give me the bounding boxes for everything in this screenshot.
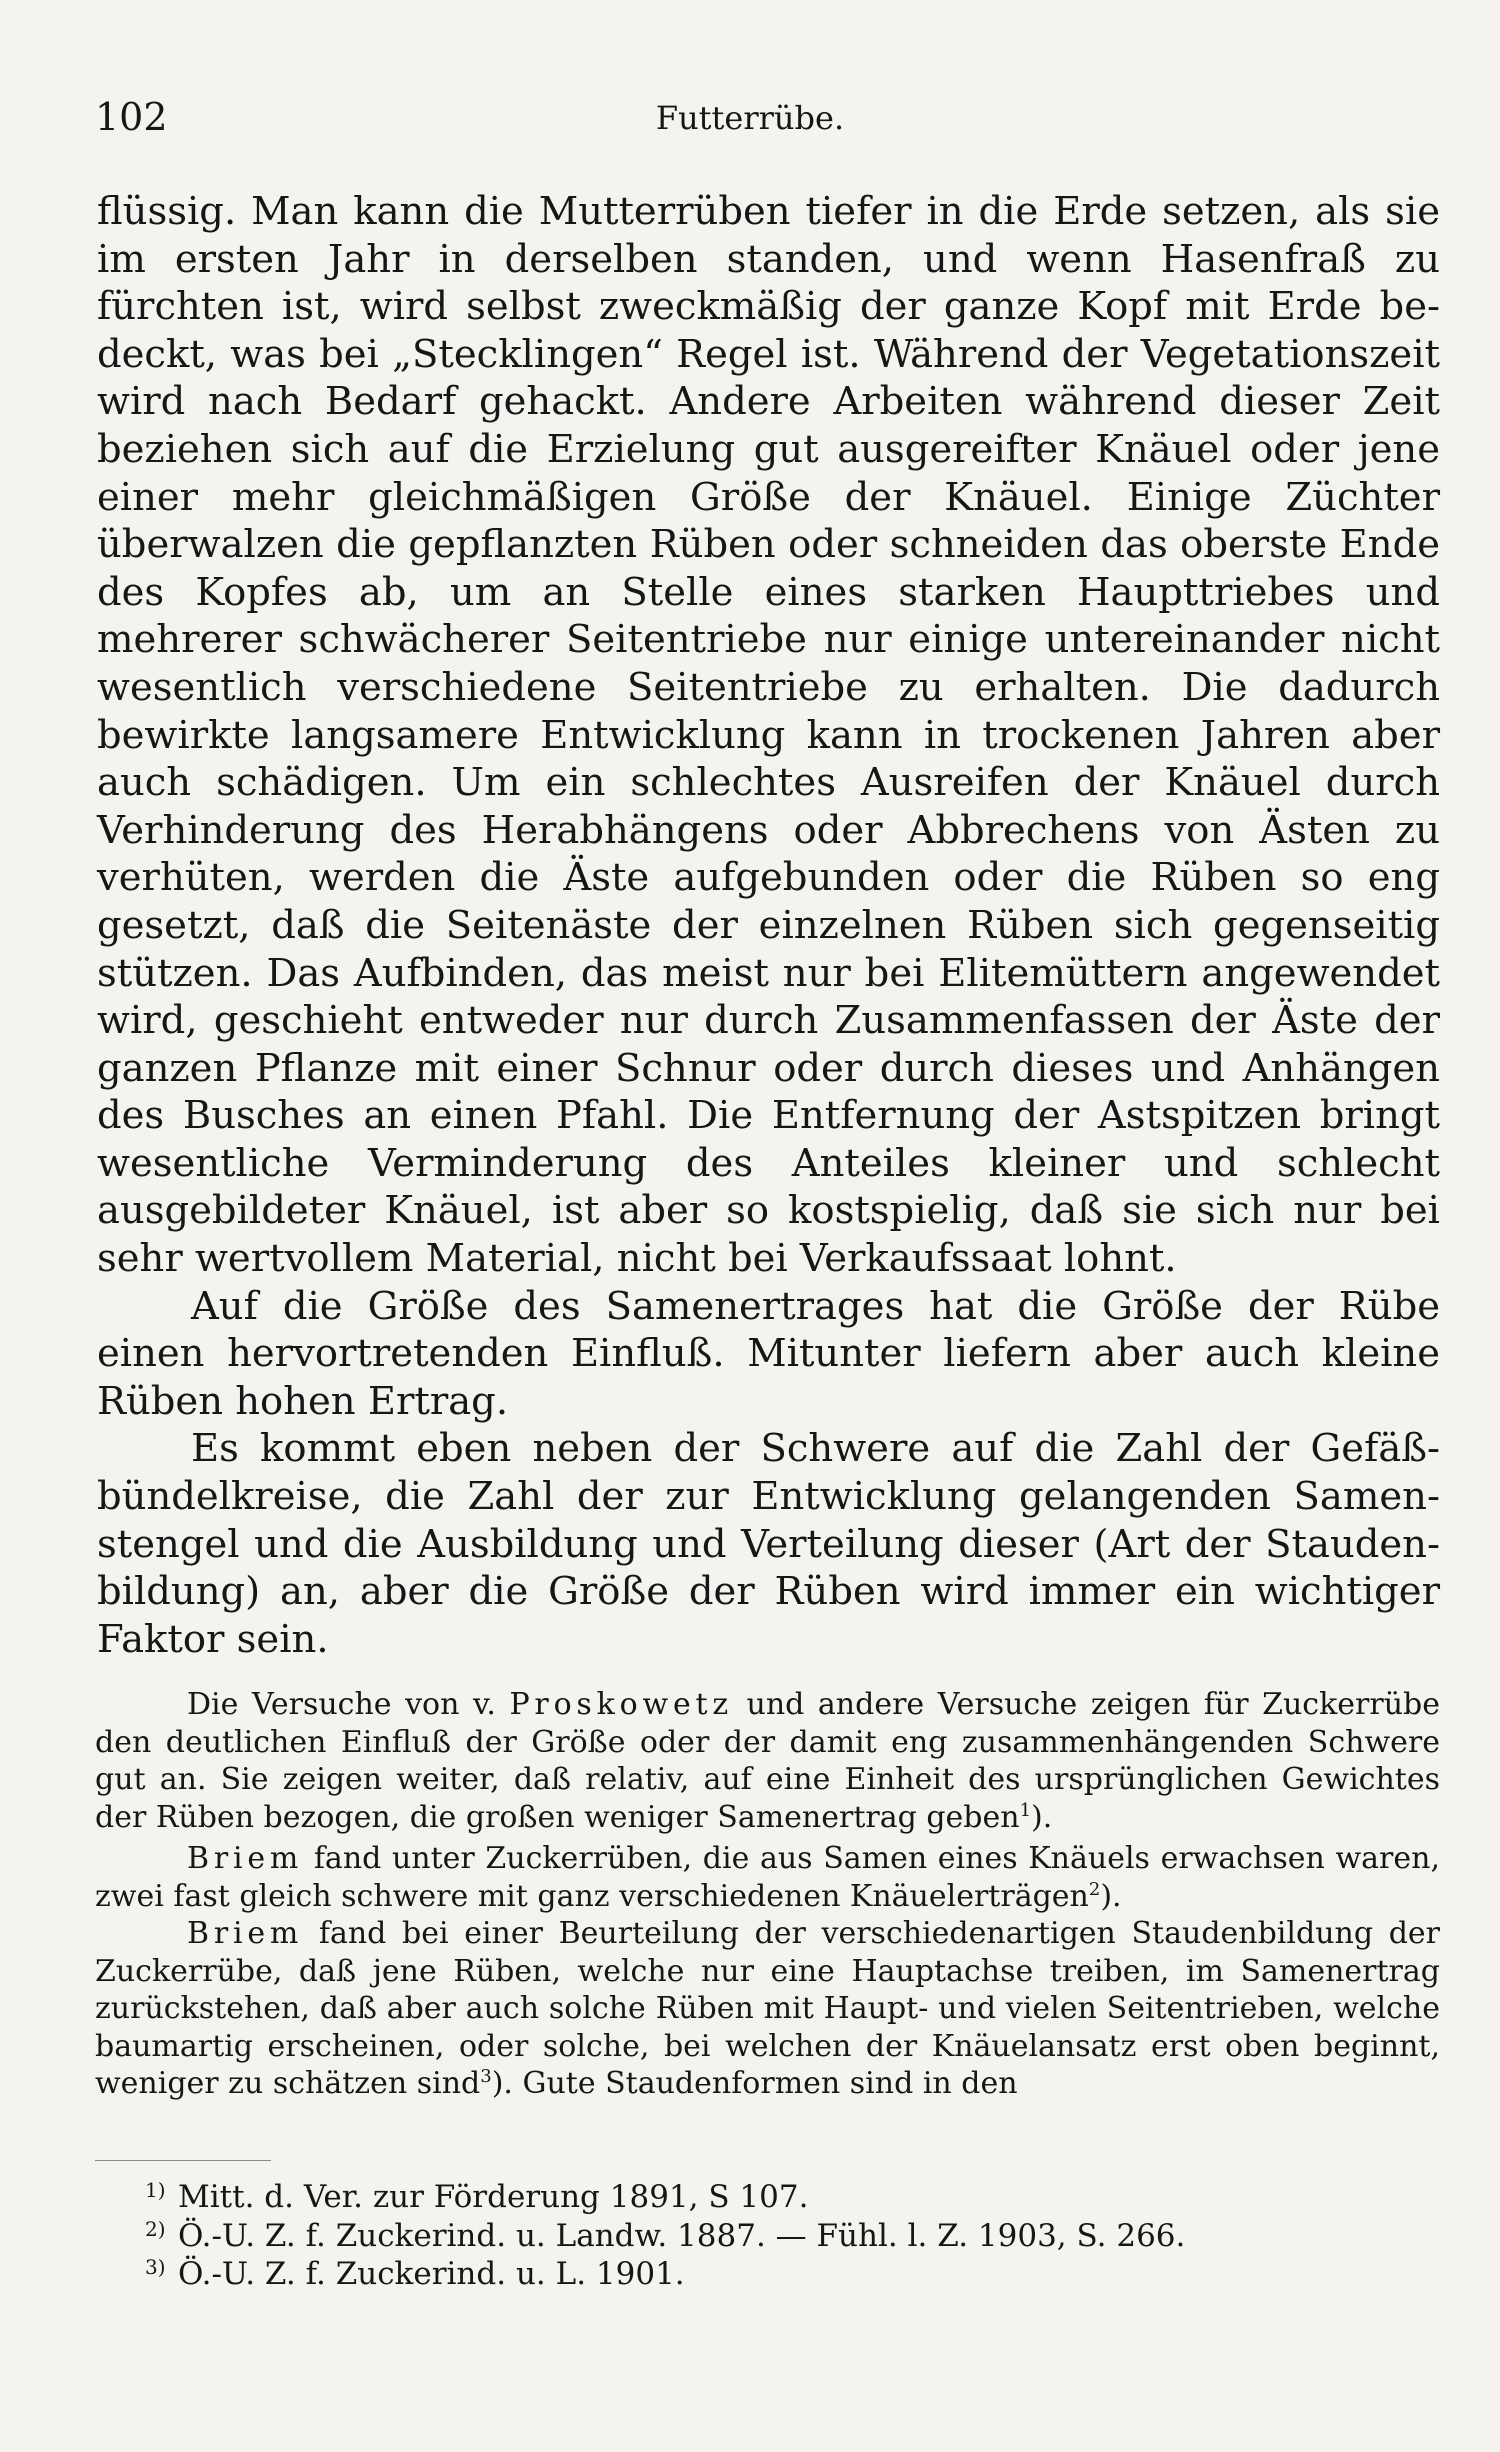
footnote-reference: 3 — [480, 2066, 492, 2087]
footnote-number: 3) — [145, 2255, 166, 2279]
footnote-text: Ö.-U. Z. f. Zuckerind. u. Landw. 1887. — Fühl. l. Z. 1903, S. 266. — [178, 2217, 1186, 2254]
footnote — [145, 2255, 1428, 2294]
main-text — [97, 188, 1440, 1663]
footnote — [145, 2216, 1428, 2256]
footnote-reference: 1 — [1019, 1799, 1032, 1821]
author-name: Briem — [187, 1916, 304, 1951]
footnote-text: Ö.-U. Z. f. Zuckerind. u. L. 1901. — [178, 2256, 685, 2292]
small-paragraph-end: ). Gute Staudenformen sind in den — [491, 2066, 1018, 2101]
body-paragraph: Es kommt eben neben der Schwere auf die Zahl der Gefäßbündelkreise, die Zahl der zur Entwicklung gelangenden Samenstengel und die Ausbildung und Verteilung dieser (Art der Staudenbildung) an, aber die Größe der Rüben wird immer ein wichtiger Faktor sein. — [97, 1426, 1440, 1662]
footnote-reference: 2 — [1088, 1878, 1101, 1900]
small-paragraph-end: ). — [1031, 1799, 1053, 1835]
small-paragraph — [95, 1840, 1440, 1915]
small-paragraph-text: fand bei einer Beurteilung der verschiedenartigen Staudenbildung der Zuckerrübe, daß jene Rüben, welche nur eine Hauptachse treiben, im Samenertrag zurückstehen, daß aber auch solche Rüben mit Haupt- und vielen Seitentrieben, welche baumartig erscheinen, oder solche, bei welchen der Knäuelansatz erst oben beginnt, weniger zu schätzen sind — [95, 1916, 1440, 2101]
page-header — [0, 95, 1500, 145]
small-paragraph — [95, 1686, 1440, 1836]
small-print-section — [95, 1686, 1440, 2103]
small-paragraph-text: und andere Versuche zeigen für Zuckerrübe den deutlichen Einfluß der Größe oder der damit eng zusammenhängenden Schwere gut an. Sie zeigen weiter, daß relativ, auf eine Einheit des ursprünglichen Gewichtes der Rüben bezogen, die großen weniger Samenertrag geben — [95, 1687, 1440, 1835]
small-paragraph — [95, 1915, 1440, 2103]
body-paragraph: Auf die Größe des Samenertrages hat die Größe der Rübe einen hervortretenden Einfluß. Mitunter liefern aber auch kleine Rüben hohen Ertrag. — [97, 1283, 1440, 1424]
small-paragraph-lead: Die Versuche von v. — [187, 1687, 510, 1722]
footnote-divider — [95, 2160, 271, 2161]
small-paragraph-end: ). — [1100, 1878, 1122, 1914]
footnotes — [145, 2178, 1428, 2294]
footnote-number: 1) — [145, 2178, 166, 2202]
author-name: Briem — [187, 1841, 304, 1876]
footnote — [145, 2178, 1428, 2217]
running-title: Futterrübe. — [655, 99, 845, 137]
small-paragraph-text: fand unter Zuckerrüben, die aus Samen eines Knäuels erwachsen waren, zwei fast gleich schwere mit ganz verschiedenen Knäuelerträgen — [95, 1841, 1440, 1914]
body-paragraph: flüssig. Man kann die Mutterrüben tiefer in die Erde setzen, als sie im ersten Jahr in derselben standen, und wenn Hasenfraß zu fürchten ist, wird selbst zweckmäßig der ganze Kopf mit Erde bedeckt, was bei „Stecklingen“ Regel ist. Während der Vegetationszeit wird nach Bedarf gehackt. Andere Arbeiten während dieser Zeit beziehen sich auf die Erzielung gut ausgereifter Knäuel oder jene einer mehr gleichmäßigen Größe der Knäuel. Einige Züchter überwalzen die gepflanzten Rüben oder schneiden das oberste Ende des Kopfes ab, um an Stelle eines starken Haupttriebes und mehrerer schwächerer Seitentriebe nur einige untereinander nicht wesentlich verschiedene Seitentriebe zu erhalten. Die dadurch bewirkte langsamere Entwicklung kann in trockenen Jahren aber auch schädigen. Um ein schlechtes Ausreifen der Knäuel durch Verhinderung des Herabhängens oder Abbrechens von Ästen zu verhüten, werden die Äste aufgebunden oder die Rüben so eng gesetzt, daß die Seitenäste der einzelnen Rüben sich gegenseitig stützen. Das Aufbinden, das meist nur bei Elitemüttern angewendet wird, geschieht entweder nur durch Zusammenfassen der Äste der ganzen Pflanze mit einer Schnur oder durch dieses und Anhängen des Busches an einen Pfahl. Die Entfernung der Astspitzen bringt wesentliche Verminderung des Anteiles kleiner und schlecht ausgebildeter Knäuel, ist aber so kostspielig, daß sie sich nur bei sehr wertvollem Material, nicht bei Verkaufssaat lohnt. — [97, 189, 1440, 1282]
footnote-text: Mitt. d. Ver. zur Förderung 1891, S 107. — [178, 2179, 809, 2215]
footnote-number: 2) — [145, 2216, 166, 2241]
page-number: 102 — [95, 95, 168, 139]
author-name: Proskowetz — [509, 1687, 733, 1722]
